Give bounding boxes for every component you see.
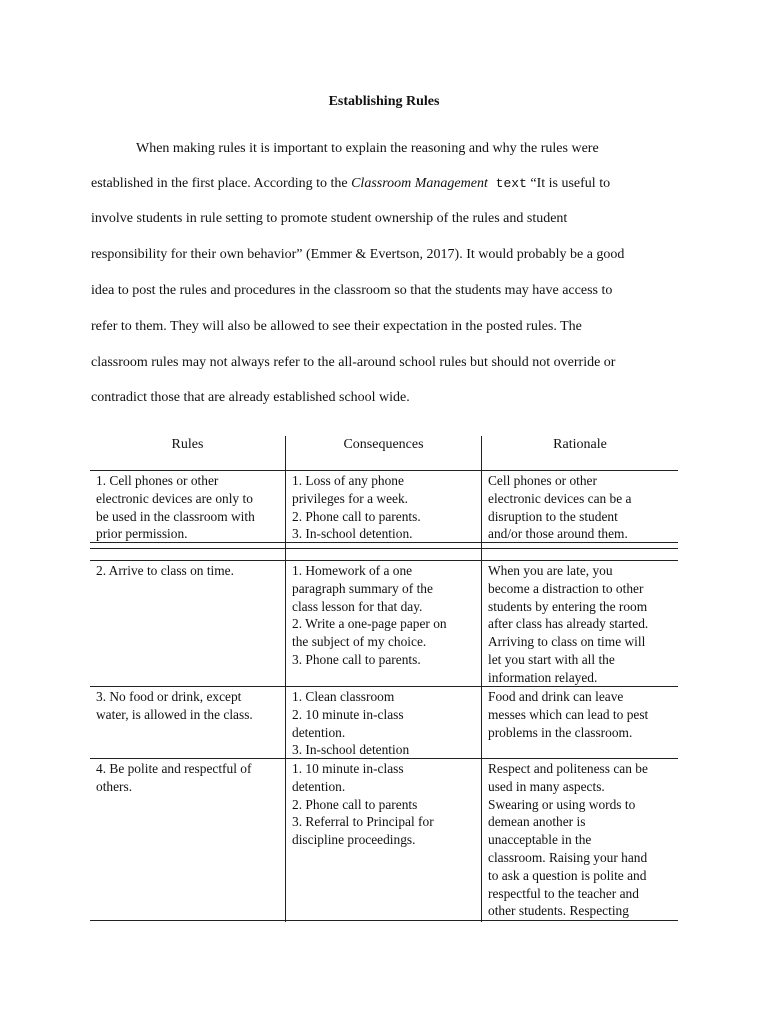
- consequence-cell: [292, 688, 409, 759]
- cell-line: Arriving to class on time will: [488, 634, 646, 650]
- cell-line: disruption to the student: [488, 508, 618, 524]
- cell-line: privileges for a week.: [292, 490, 409, 506]
- column-header-rules: Rules: [171, 437, 204, 452]
- cell-line: 3. Phone call to parents.: [292, 651, 421, 667]
- cell-line: 2. Write a one-page paper on: [292, 616, 447, 632]
- paragraph-text: text: [487, 176, 527, 191]
- cell-line: 3. Referral to Principal for: [292, 814, 434, 830]
- paragraph-line: classroom rules may not always refer to the all-around school rules but should not override or: [91, 355, 616, 370]
- cell-line: class lesson for that day.: [292, 598, 423, 614]
- cell-line: 1. Homework of a one: [292, 563, 413, 578]
- row-divider: [90, 560, 678, 561]
- cell-line: messes which can lead to pest: [488, 706, 649, 722]
- rules-table: [90, 432, 678, 922]
- cell-line: Cell phones or other: [488, 473, 597, 488]
- paragraph-line: idea to post the rules and procedures in the classroom so that the students may have access to: [91, 283, 613, 298]
- cell-line: electronic devices are only to: [96, 490, 253, 506]
- cell-line: information relayed.: [488, 669, 598, 685]
- paragraph-line: When making rules it is important to explain the reasoning and why the rules were: [136, 141, 599, 156]
- page-title: Establishing Rules: [328, 94, 440, 109]
- cell-line: become a distraction to other: [488, 580, 644, 596]
- paragraph-line: contradict those that are already established school wide.: [91, 390, 410, 405]
- cell-line: discipline proceedings.: [292, 832, 416, 848]
- consequence-cell: [292, 562, 447, 669]
- cell-line: 4. Be polite and respectful of: [96, 761, 252, 776]
- paragraph-text: “It is useful to: [526, 176, 611, 191]
- book-title: Classroom Management: [351, 176, 488, 191]
- cell-line: Swearing or using words to: [488, 796, 636, 812]
- cell-line: others.: [96, 778, 133, 794]
- cell-line: the subject of my choice.: [292, 634, 427, 650]
- column-header-rationale: Rationale: [553, 437, 607, 452]
- cell-line: water, is allowed in the class.: [96, 706, 253, 722]
- cell-line: used in many aspects.: [488, 778, 605, 794]
- cell-line: paragraph summary of the: [292, 580, 433, 596]
- cell-line: problems in the classroom.: [488, 724, 633, 740]
- paragraph-line: responsibility for their own behavior” (Emmer & Evertson, 2017). It would probably be a good: [91, 247, 625, 262]
- cell-line: 1. 10 minute in-class: [292, 761, 404, 776]
- cell-line: respectful to the teacher and: [488, 885, 639, 901]
- cell-line: to ask a question is polite and: [488, 867, 647, 883]
- cell-line: 2. Arrive to class on time.: [96, 563, 234, 578]
- cell-line: 2. 10 minute in-class: [292, 706, 404, 722]
- paragraph-text: established in the first place. According to the: [91, 176, 352, 191]
- rule-cell: [96, 472, 255, 543]
- consequence-cell: [292, 760, 434, 849]
- rationale-cell: [488, 760, 648, 920]
- rationale-cell: [488, 562, 648, 687]
- cell-line: after class has already started.: [488, 616, 649, 632]
- cell-line: Respect and politeness can be: [488, 761, 648, 776]
- cell-line: 2. Phone call to parents: [292, 796, 418, 812]
- column-header-consequences: Consequences: [343, 437, 424, 452]
- consequence-cell: [292, 472, 421, 543]
- paragraph-line: refer to them. They will also be allowed to see their expectation in the posted rules. The: [91, 319, 582, 334]
- rule-cell: [96, 688, 253, 724]
- rationale-cell: [488, 472, 632, 543]
- cell-line: students by entering the room: [488, 598, 648, 614]
- row-divider: [90, 548, 678, 549]
- column-divider: [285, 436, 286, 922]
- row-divider: [90, 470, 678, 471]
- cell-line: 3. In-school detention: [292, 742, 410, 758]
- cell-line: prior permission.: [96, 526, 188, 542]
- cell-line: 1. Cell phones or other: [96, 473, 219, 488]
- cell-line: Food and drink can leave: [488, 689, 624, 704]
- cell-line: 3. No food or drink, except: [96, 689, 242, 704]
- cell-line: and/or those around them.: [488, 526, 628, 542]
- cell-line: 3. In-school detention.: [292, 526, 413, 542]
- cell-line: classroom. Raising your hand: [488, 849, 648, 865]
- paragraph-line: [91, 175, 610, 193]
- cell-line: detention.: [292, 724, 346, 740]
- cell-line: When you are late, you: [488, 563, 613, 578]
- cell-line: 1. Loss of any phone: [292, 473, 404, 488]
- rule-cell: [96, 562, 234, 580]
- cell-line: unacceptable in the: [488, 832, 592, 848]
- cell-line: let you start with all the: [488, 651, 615, 667]
- paragraph-line: involve students in rule setting to promote student ownership of the rules and student: [91, 211, 568, 226]
- cell-line: electronic devices can be a: [488, 490, 632, 506]
- rationale-cell: [488, 688, 648, 741]
- cell-line: 1. Clean classroom: [292, 689, 395, 704]
- cell-line: be used in the classroom with: [96, 508, 255, 524]
- rule-cell: [96, 760, 251, 796]
- cell-line: other students. Respecting: [488, 903, 629, 919]
- cell-line: demean another is: [488, 814, 586, 830]
- column-divider: [481, 436, 482, 922]
- cell-line: 2. Phone call to parents.: [292, 508, 421, 524]
- cell-line: detention.: [292, 778, 346, 794]
